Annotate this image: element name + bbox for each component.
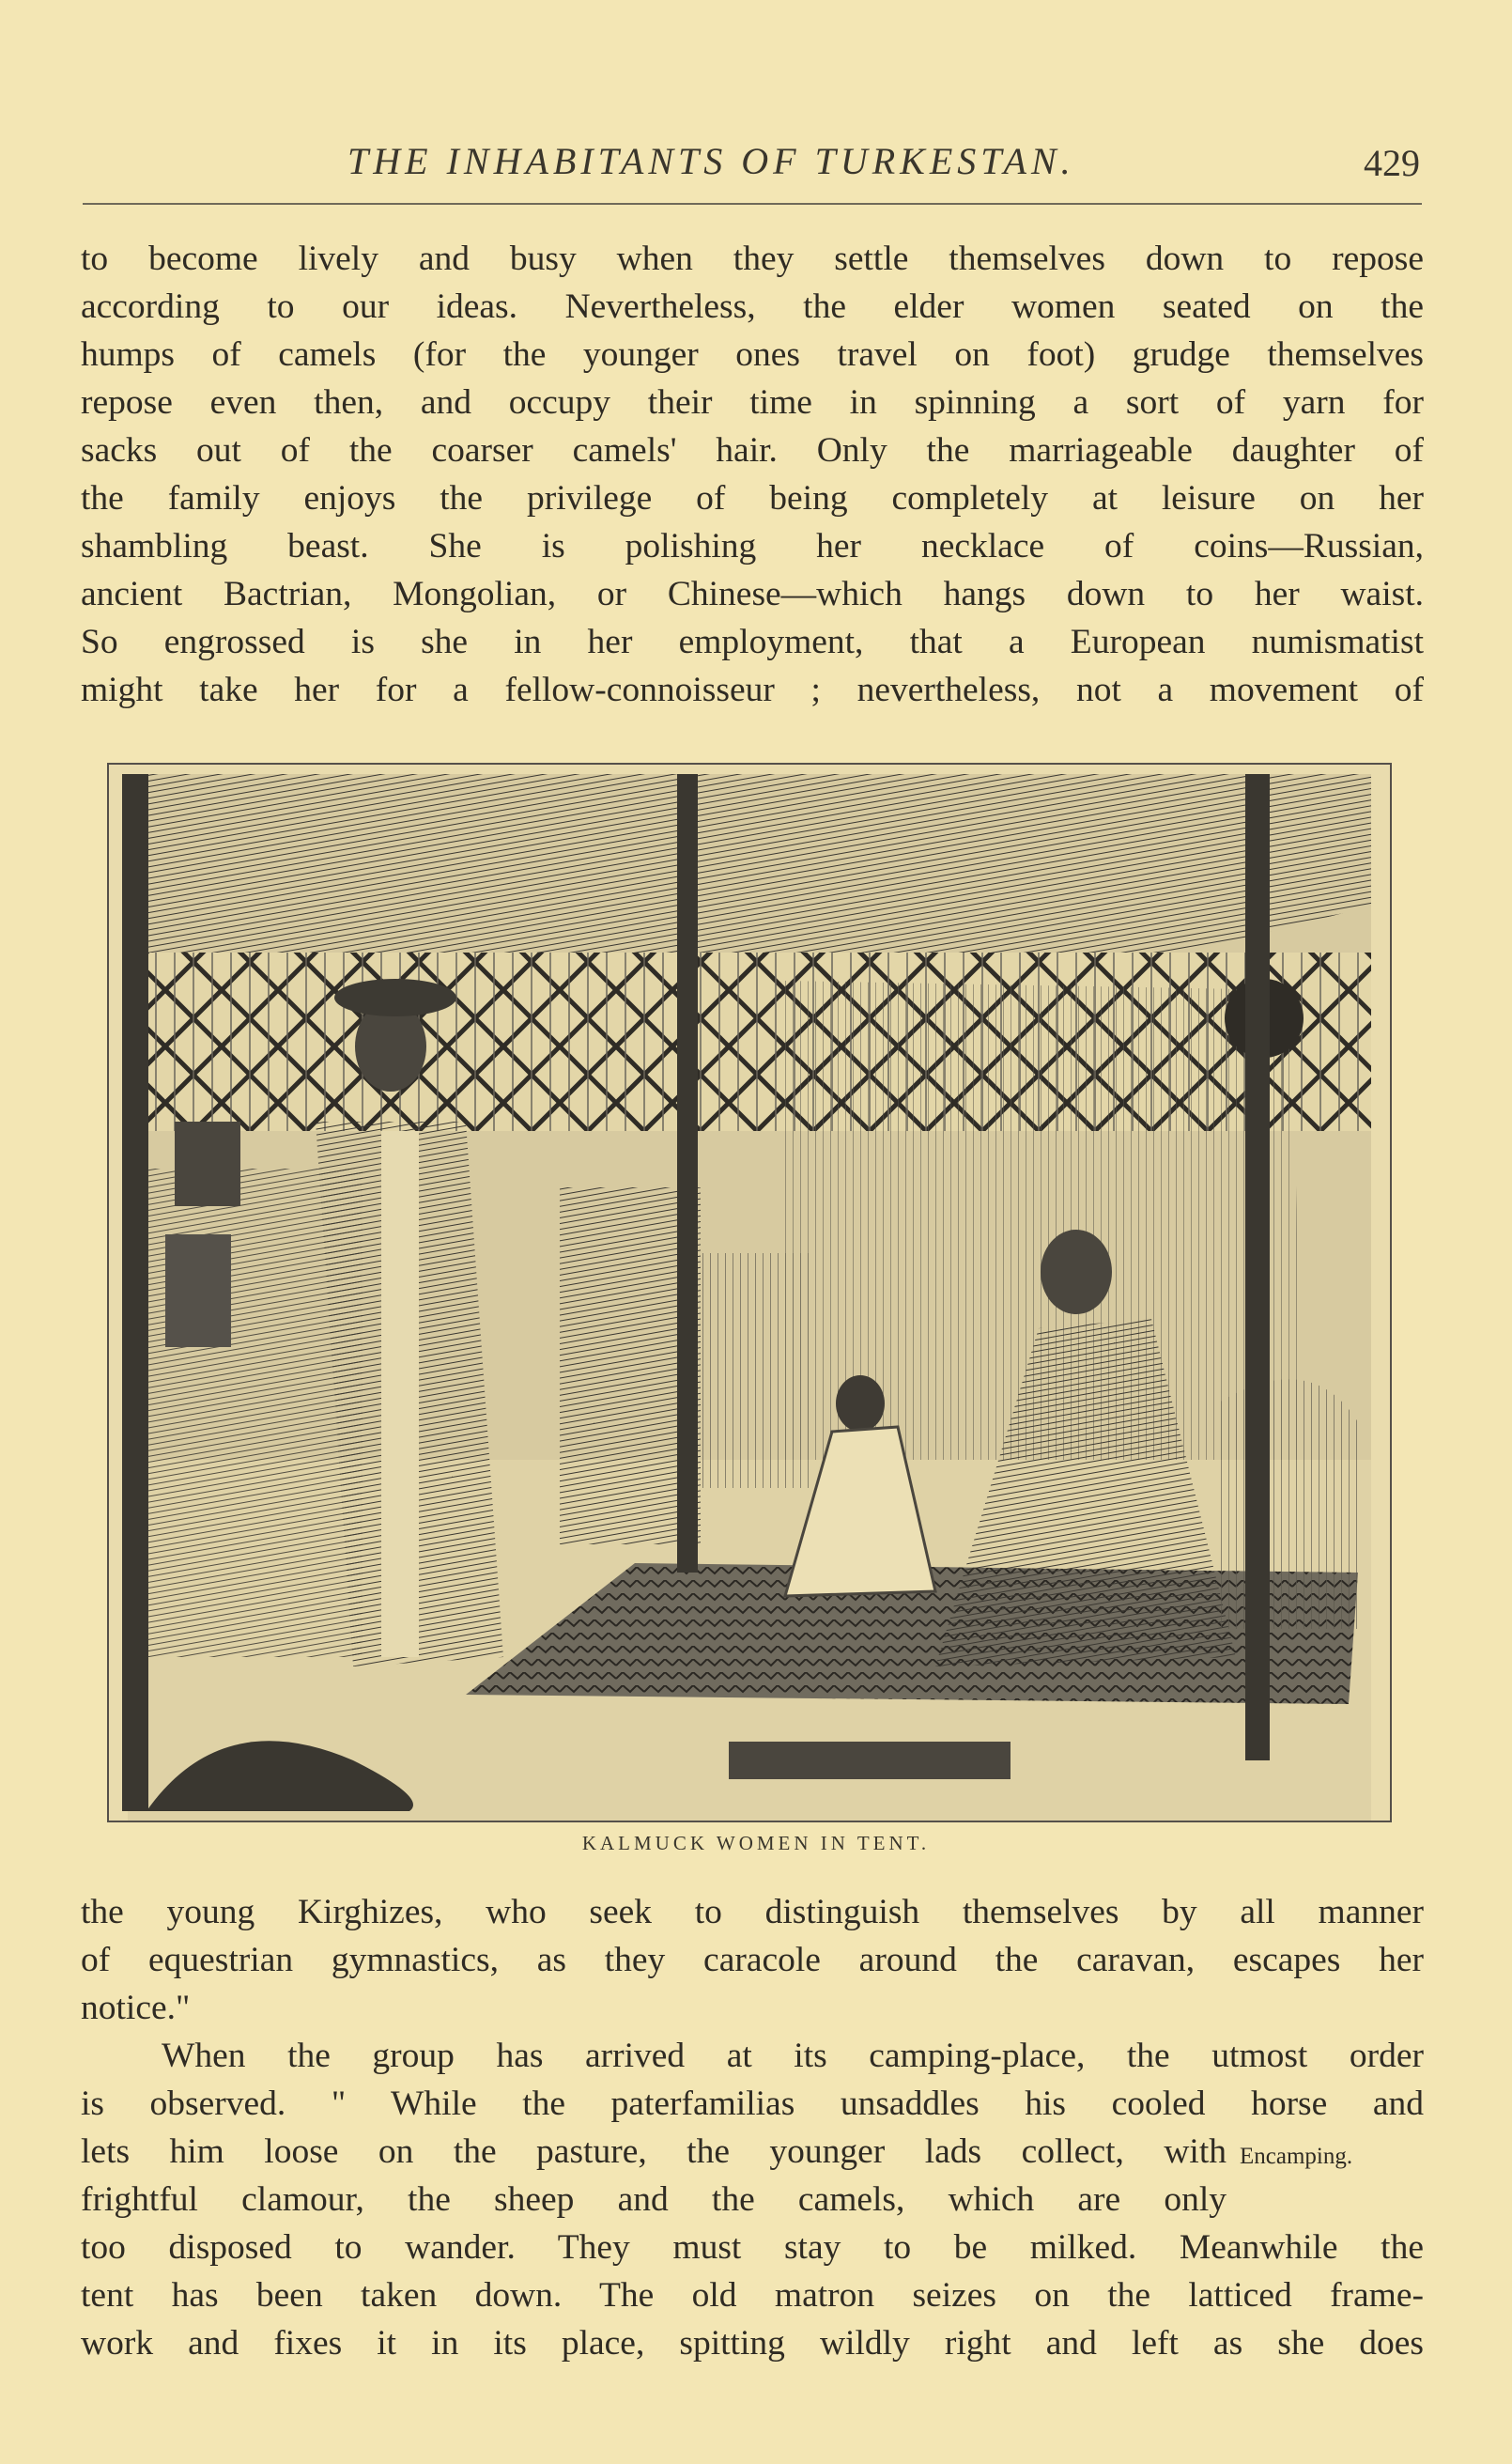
figure-caption: KALMUCK WOMEN IN TENT. [581, 1832, 931, 1854]
bottom-paragraphs [81, 1888, 1424, 2367]
text-line: to become lively and busy when they settle themselves down to repose [81, 240, 1424, 278]
header-rule [83, 203, 1422, 205]
margin-note: Encamping. [1240, 2144, 1353, 2169]
engraving-illustration [107, 763, 1392, 1822]
text-line: too disposed to wander. They must stay to be milked. Meanwhile the [81, 2228, 1424, 2267]
text-line: of equestrian gymnastics, as they caracole around the caravan, escapes her [81, 1941, 1424, 1979]
text-line: tent has been taken down. The old matron seizes on the latticed frame- [81, 2276, 1424, 2315]
text-line: frightful clamour, the sheep and the camels, which are only [81, 2180, 1227, 2219]
text-line: So engrossed is she in her employment, that a European numismatist [81, 623, 1424, 661]
tent-interior-engraving [109, 765, 1390, 1821]
text-line: lets him loose on the pasture, the younger lads collect, with [81, 2132, 1227, 2171]
text-line: might take her for a fellow-connoisseur ; nevertheless, not a movement of [81, 671, 1424, 709]
text-line: work and fixes it in its place, spitting wildly right and left as she does [81, 2324, 1424, 2363]
text-line: according to our ideas. Nevertheless, the elder women seated on the [81, 287, 1424, 326]
text-line: repose even then, and occupy their time in spinning a sort of yarn for [81, 383, 1424, 422]
text-line: shambling beast. She is polishing her necklace of coins—Russian, [81, 527, 1424, 566]
running-head: THE INHABITANTS OF TURKESTAN. [347, 140, 1075, 182]
top-paragraph [81, 235, 1424, 714]
text-line: notice." [81, 1989, 191, 2027]
text-line: ancient Bactrian, Mongolian, or Chinese—which hangs down to her waist. [81, 575, 1424, 613]
text-line: When the group has arrived at its camping-place, the utmost order [162, 2037, 1424, 2075]
text-line: sacks out of the coarser camels' hair. Only the marriageable daughter of [81, 431, 1424, 470]
text-line: the family enjoys the privilege of being completely at leisure on her [81, 479, 1424, 518]
text-line: humps of camels (for the younger ones travel on foot) grudge themselves [81, 335, 1424, 374]
text-line: is observed. " While the paterfamilias unsaddles his cooled horse and [81, 2084, 1424, 2123]
text-line: the young Kirghizes, who seek to distinguish themselves by all manner [81, 1893, 1424, 1931]
page-number: 429 [1364, 142, 1420, 184]
